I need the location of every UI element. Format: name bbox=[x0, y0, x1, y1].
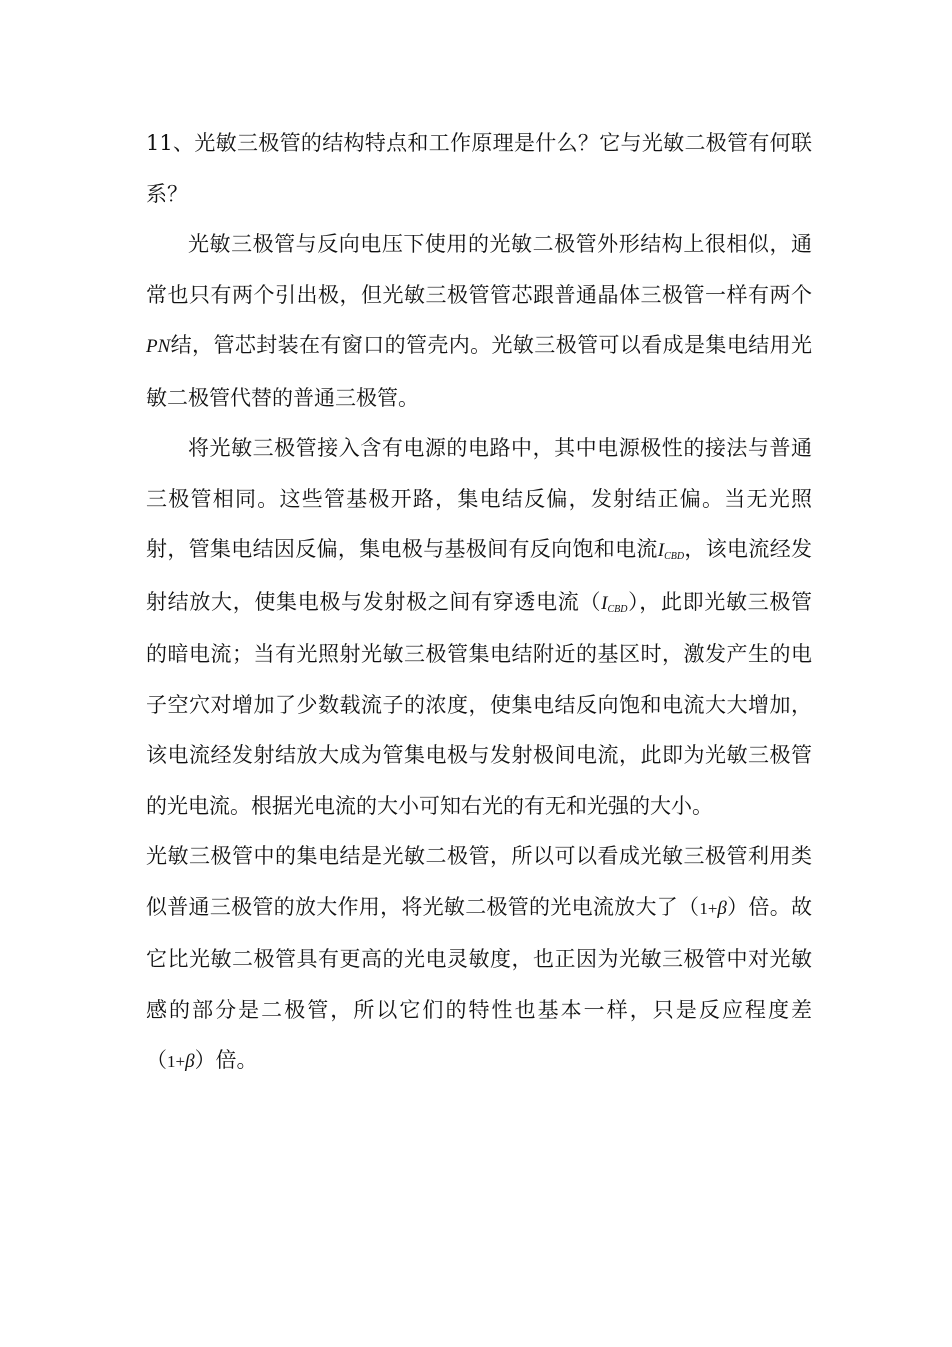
paragraph-structure bbox=[146, 219, 812, 423]
paragraph-principle-text-3: ），此即光敏三极管的暗电流；当有光照射光敏三极管集电结附近的基区时，激发产生的电子空穴对增加了少数载流子的浓度，使集电结反向饱和电流大大增加，该电流经发射结放大成为管集电极与发射极间电流，此即为光敏三极管的光电流。根据光电流的大小可知右光的有无和光强的大小。 bbox=[146, 589, 813, 818]
paragraph-principle bbox=[146, 423, 812, 831]
paragraph-principle-text-2: ，该电流经发射结放大，使集电极与发射极之间有穿透电流（ bbox=[146, 537, 813, 614]
paragraph-structure-text-1: 光敏三极管与反向电压下使用的光敏二极管外形结构上很相似，通常也只有两个引出极，但光敏三极管管芯跟普通晶体三极管一样有两个 bbox=[146, 232, 812, 307]
paragraph-relation-text-3: ）倍。 bbox=[194, 1048, 258, 1072]
gain-factor-formula bbox=[699, 895, 727, 919]
beta-symbol: β bbox=[717, 897, 727, 919]
icbd-symbol-2-subscript: CBD bbox=[607, 603, 628, 615]
icbd-symbol-main: I bbox=[657, 540, 665, 561]
question-heading bbox=[146, 118, 812, 219]
paragraph-relation-text-2: ）倍。故它比光敏二极管具有更高的光电灵敏度，也正因为光敏三极管中对光敏感的部分是二极管，所以它们的特性也基本一样，只是反应程度差（ bbox=[146, 894, 812, 1072]
question-text: 11、光敏三极管的结构特点和工作原理是什么？它与光敏二极管有何联系？ bbox=[146, 131, 812, 206]
paragraph-structure-text-2: 结，管芯封装在有窗口的管壳内。光敏三极管可以看成是集电结用光敏二极管代替的普通三极管。 bbox=[146, 333, 812, 410]
paragraph-relation-text-1: 光敏三极管中的集电结是光敏二极管，所以可以看成光敏三极管利用类似普通三极管的放大作用，将光敏二极管的光电流放大了（ bbox=[146, 844, 812, 919]
paragraph-relation bbox=[146, 831, 812, 1088]
document-body bbox=[146, 118, 812, 1088]
beta-symbol-2: β bbox=[185, 1051, 195, 1072]
icbd-symbol-2 bbox=[601, 593, 627, 614]
gain-factor-one-plus: 1+ bbox=[699, 898, 718, 918]
pn-symbol: PN bbox=[146, 336, 171, 357]
icbd-symbol-subscript: CBD bbox=[664, 551, 685, 562]
icbd-symbol-2-main: I bbox=[601, 592, 608, 614]
gain-factor-2-one-plus: 1+ bbox=[167, 1052, 186, 1071]
gain-factor-formula-2 bbox=[167, 1048, 195, 1072]
paragraph-principle-text-1: 将光敏三极管接入含有电源的电路中，其中电源极性的接法与普通三极管相同。这些管基极开路，集电结反偏，发射结正偏。当无光照射，管集电结因反偏，集电极与基极间有反向饱和电流 bbox=[146, 436, 812, 561]
icbd-symbol bbox=[658, 540, 684, 561]
